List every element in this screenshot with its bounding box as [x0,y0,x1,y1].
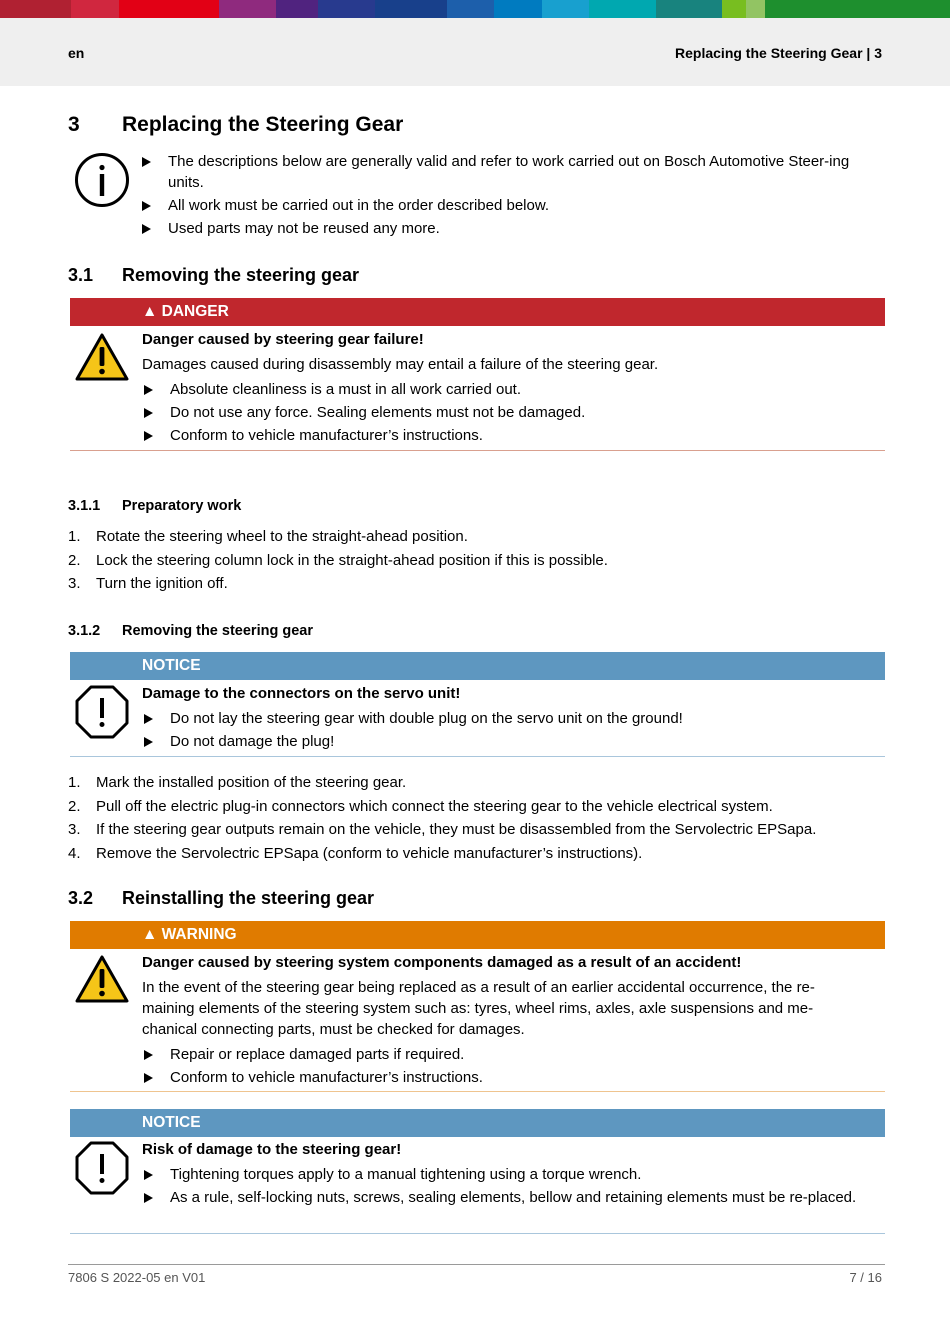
brand-color-segment [542,0,590,18]
footer-page-number: 7 / 16 [849,1270,882,1285]
warning-title: Danger caused by steering system components damaged as a result of an accident! [142,954,742,971]
list-item: 1. Rotate the steering wheel to the straight-ahead position. [68,528,468,545]
notice-title: Damage to the connectors on the servo unit! [142,685,461,702]
warning-triangle-icon [74,954,130,1004]
removal-steps [68,772,878,866]
section-3-1-2-number: 3.1.2 [68,623,101,639]
list-item: Conform to vehicle manufacturer’s instructions. [142,1067,862,1088]
notice-bullets [142,1164,857,1208]
brand-color-segment [589,0,656,18]
danger-bullets [142,379,872,446]
section-3-1-1-title: Preparatory work [122,498,242,514]
notice-label: NOTICE [142,1114,201,1131]
octagon-exclamation-icon [74,1140,130,1196]
notice-title: Risk of damage to the steering gear! [142,1141,402,1158]
list-item: Do not damage the plug! [142,731,872,752]
list-item: Do not use any force. Sealing elements must not be damaged. [142,402,872,423]
warning-header [70,921,885,949]
notice-bottom-rule [70,1233,885,1234]
brand-color-segment [119,0,219,18]
warning-triangle-icon [74,332,130,382]
section-3-notes [140,151,880,241]
info-icon [74,152,130,208]
warning-bottom-rule [70,1091,885,1092]
list-item: 3. If the steering gear outputs remain on the vehicle, they must be disassembled from the Servolectric EPSapa. [68,821,817,839]
brand-color-segment [0,0,71,18]
footer-doc-id: 7806 S 2022-05 en V01 [68,1270,206,1285]
notice-bullets [142,708,872,752]
brand-color-segment [656,0,723,18]
list-item: 2. Lock the steering column lock in the straight-ahead position if this is possible. [68,551,608,569]
list-item: 3. Turn the ignition off. [68,575,228,593]
brand-color-segment [375,0,446,18]
list-item: Tightening torques apply to a manual tightening using a torque wrench. [142,1164,857,1185]
header-running-title: Replacing the Steering Gear | 3 [675,45,882,61]
preparatory-steps [68,526,868,597]
notice-label: NOTICE [142,657,201,674]
footer-divider [68,1264,885,1265]
warning-bullets [142,1044,862,1088]
danger-label: DANGER [161,303,229,320]
section-3-1-1-number: 3.1.1 [68,498,101,514]
list-item: Used parts may not be reused any more. [140,218,880,239]
warning-body [142,952,862,1090]
list-item: Repair or replace damaged parts if required. [142,1044,862,1065]
list-item: 1. Mark the installed position of the steering gear. [68,774,407,791]
warning-label: WARNING [161,926,237,943]
warning-sign-icon: ▲ [142,926,158,943]
section-3-2-title: Reinstalling the steering gear [122,888,375,908]
notice-body [142,1139,857,1210]
notice-header [70,652,885,680]
brand-color-segment [722,0,746,18]
danger-header [70,298,885,326]
brand-color-segment [219,0,276,18]
brand-color-segment [494,0,542,18]
notice-body [142,683,872,754]
section-3-title: Replacing the Steering Gear [122,113,404,136]
brand-color-segment [447,0,495,18]
brand-color-bar [0,0,950,18]
brand-color-segment [71,0,119,18]
section-3-1-number: 3.1 [68,265,94,285]
notice-bottom-rule [70,756,885,757]
section-3-1-2-title: Removing the steering gear [122,623,313,639]
list-item: As a rule, self-locking nuts, screws, sealing elements, bellow and retaining elements must be re-placed. [142,1187,857,1208]
section-3-2-number: 3.2 [68,888,94,908]
list-item: 4. Remove the Servolectric EPSapa (conform to vehicle manufacturer’s instructions). [68,844,643,862]
warning-sign-icon: ▲ [142,303,158,320]
list-item: Absolute cleanliness is a must in all work carried out. [142,379,872,400]
list-item: All work must be carried out in the order described below. [140,195,880,216]
list-item: The descriptions below are generally valid and refer to work carried out on Bosch Automotive Steer-ing units. [140,151,880,193]
section-3-number: 3 [68,113,80,136]
list-item: 2. Pull off the electric plug-in connectors which connect the steering gear to the vehicle electrical system. [68,797,773,815]
danger-title: Danger caused by steering gear failure! [142,331,424,348]
list-item: Conform to vehicle manufacturer’s instructions. [142,425,872,446]
header-language: en [68,45,85,61]
brand-color-segment [318,0,375,18]
danger-text: Damages caused during disassembly may entail a failure of the steering gear. [142,356,659,373]
danger-bottom-rule [70,450,885,451]
brand-color-segment [765,0,950,18]
section-3-1-title: Removing the steering gear [122,265,360,285]
octagon-exclamation-icon [74,684,130,740]
brand-color-segment [276,0,319,18]
brand-color-segment [746,0,765,18]
notice-header [70,1109,885,1137]
warning-text: In the event of the steering gear being replaced as a result of an earlier accidental occurrence, the re-maining elements of the steering system such as: tyres, wheel rims, axles, axle suspensions and me-chanical connecting parts, must be checked for damages. [142,979,815,1038]
danger-body [142,329,872,448]
list-item: Do not lay the steering gear with double plug on the servo unit on the ground! [142,708,872,729]
